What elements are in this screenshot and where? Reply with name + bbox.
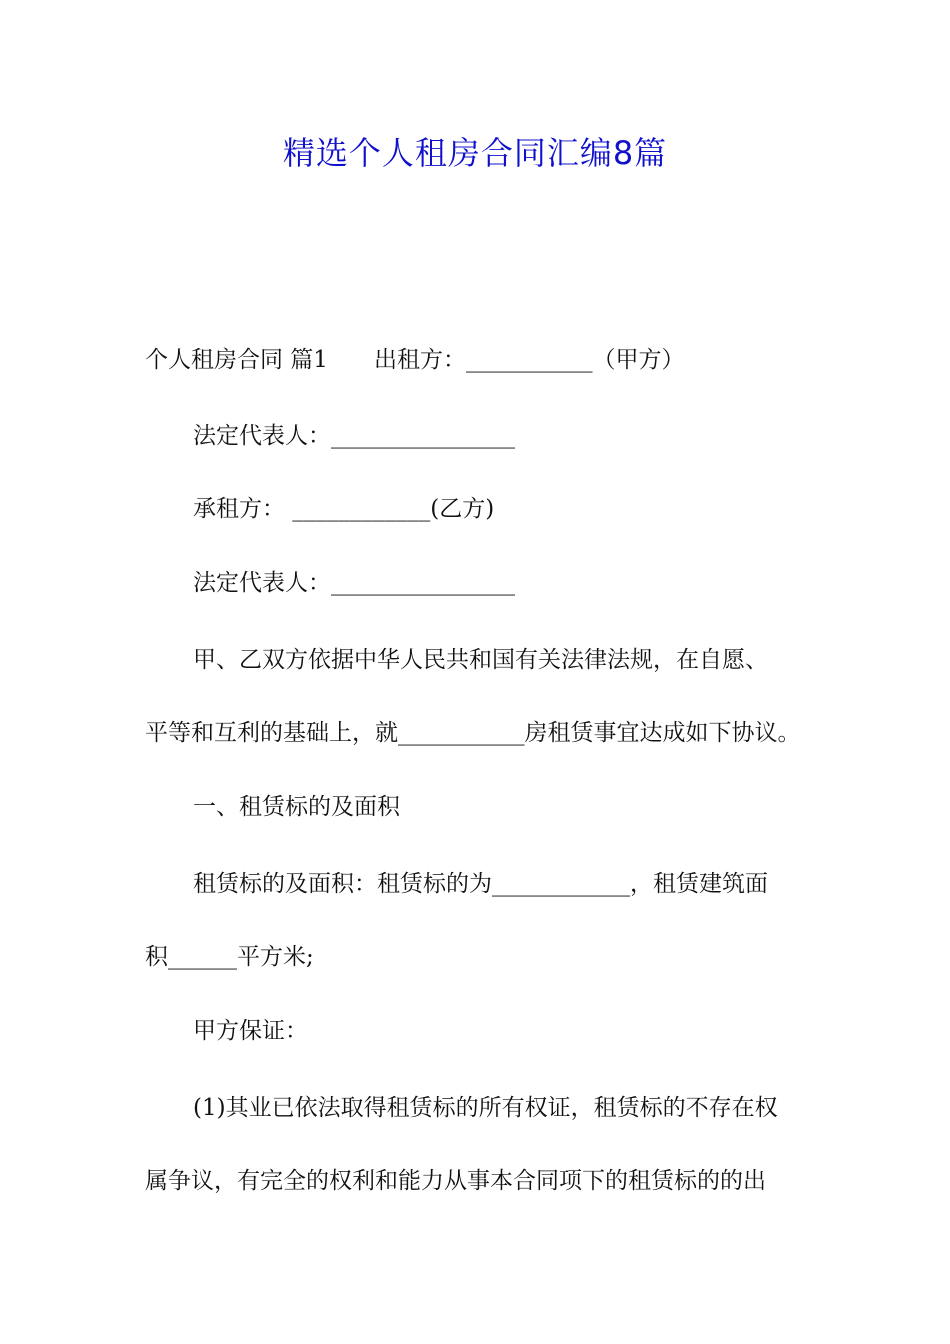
paragraph-line: 积______平方米; xyxy=(145,944,314,970)
lessee-legal-rep: 法定代表人：________________ xyxy=(193,570,515,596)
lessor-field: 出租方：___________（甲方） xyxy=(373,347,685,373)
paragraph-line: (1)其业已依法取得租赁标的所有权证，租赁标的不存在权 xyxy=(193,1095,778,1121)
paragraph-line: 甲、乙双方依据中华人民共和国有关法律法规，在自愿、 xyxy=(193,647,768,673)
paragraph-line: 属争议，有完全的权利和能力从事本合同项下的租赁标的的出 xyxy=(145,1168,766,1194)
line-1 xyxy=(145,345,684,375)
section-heading: 一、租赁标的及面积 xyxy=(193,794,400,820)
paragraph-line: 租赁标的及面积：租赁标的为____________，租赁建筑面 xyxy=(193,871,768,897)
paragraph-line: 平等和互利的基础上，就___________房租赁事宜达成如下协议。 xyxy=(145,720,801,746)
document-title: 精选个人租房合同汇编8篇 xyxy=(282,134,668,172)
lessee-field: 承租方： ____________(乙方) xyxy=(193,496,495,522)
paragraph-line: 甲方保证： xyxy=(193,1018,308,1044)
lessor-legal-rep: 法定代表人：________________ xyxy=(193,423,515,449)
section-heading-1: 个人租房合同 篇1 xyxy=(145,347,328,373)
